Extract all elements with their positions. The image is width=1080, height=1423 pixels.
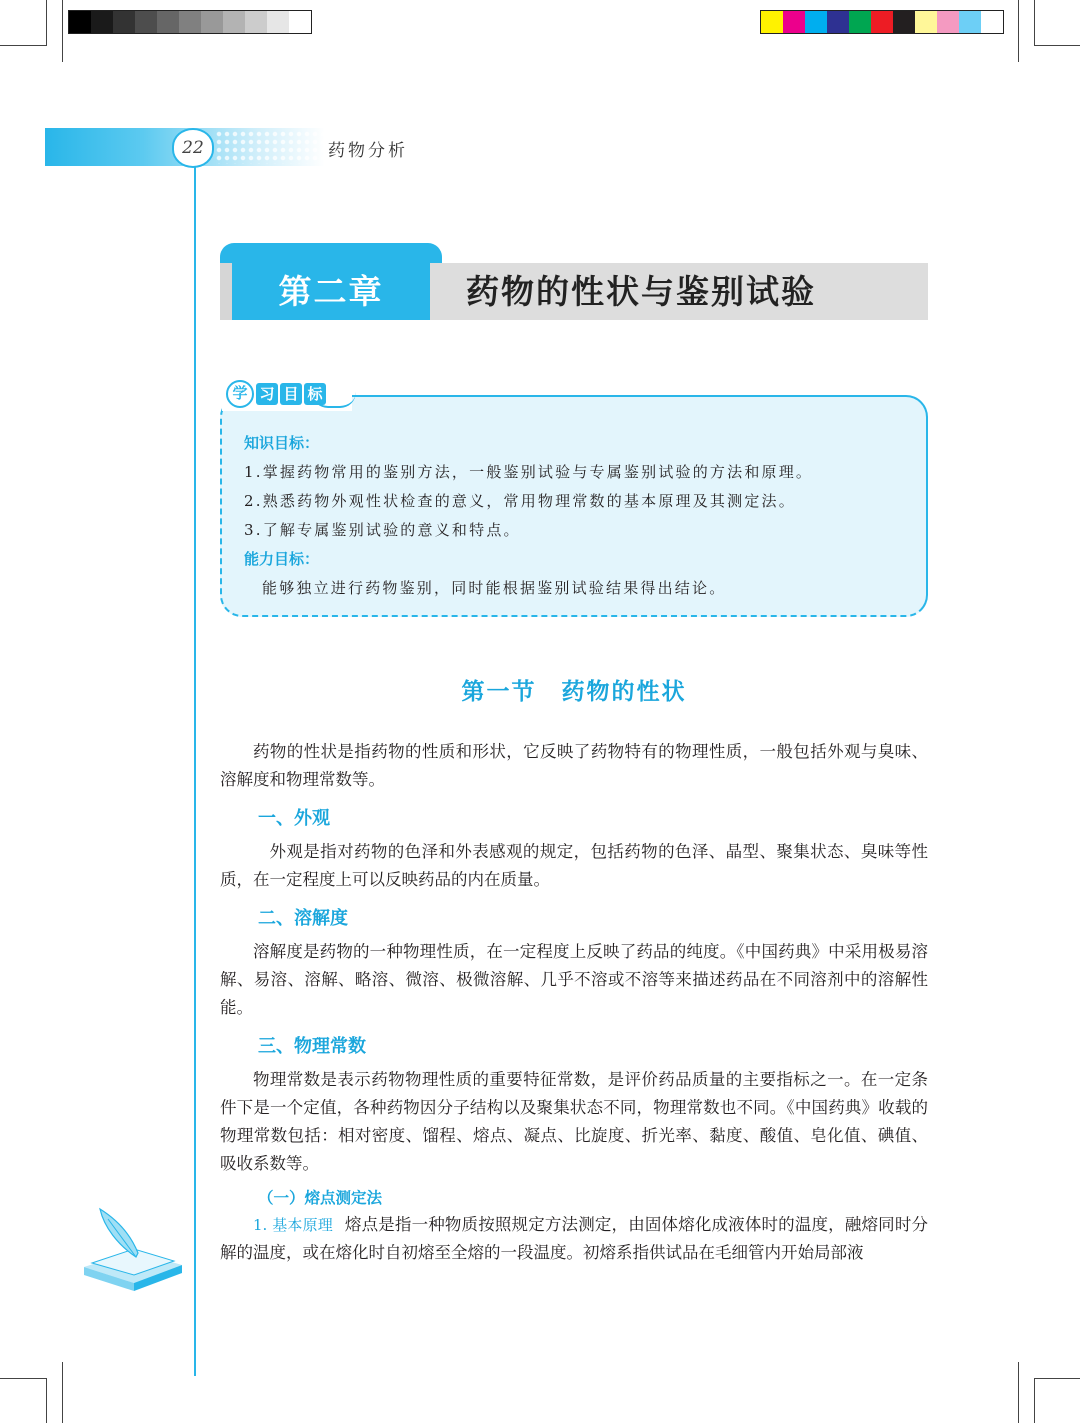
crop-mark (1034, 0, 1035, 46)
color-swatch (69, 11, 91, 33)
color-swatch (245, 11, 267, 33)
color-swatch (959, 11, 981, 33)
melting-point-paragraph (220, 1211, 928, 1267)
color-swatch (827, 11, 849, 33)
color-swatch (783, 11, 805, 33)
subsection-heading: 二、溶解度 (258, 908, 348, 929)
subsection-body (220, 938, 928, 1022)
objectives-badge-char: 目 (280, 383, 302, 405)
crop-mark (46, 0, 47, 46)
chapter-number: 第二章 (232, 263, 430, 320)
objectives-badge-char: 学 (226, 380, 254, 408)
crop-mark (46, 1378, 47, 1423)
color-swatch (805, 11, 827, 33)
color-swatch (937, 11, 959, 33)
book-quill-icon (78, 1205, 188, 1295)
crop-mark (1018, 1362, 1019, 1423)
header-dot-pattern (215, 130, 325, 164)
color-swatch (179, 11, 201, 33)
chapter-tab (220, 243, 442, 263)
knowledge-goal-item: 2.熟悉药物外观性状检查的意义，常用物理常数的基本原理及其测定法。 (244, 492, 796, 510)
melting-point-heading: （一）熔点测定法 (258, 1188, 383, 1207)
color-swatch (201, 11, 223, 33)
crop-mark (1034, 45, 1080, 46)
process-color-bar (760, 10, 1004, 34)
subsection-text: 物理常数是表示药物物理性质的重要特征常数，是评价药品质量的主要指标之一。在一定条件下是一个定值，各种药物因分子结构以及聚集状态不同，物理常数也不同。《中国药典》收载的物理常数包括：相对密度、馏程、熔点、凝点、比旋度、折光率、黏度、酸值、皂化值、碘值、吸收系数等。 (220, 1070, 928, 1173)
chapter-title: 药物的性状与鉴别试验 (466, 272, 816, 311)
melting-point-text: 熔点是指一种物质按照规定方法测定，由固体熔化成液体时的温度，融熔同时分解的温度，或在熔化时自初熔至全熔的一段温度。初熔系指供试品在毛细管内开始局部液 (220, 1215, 928, 1262)
page-number: 22 (172, 128, 214, 168)
knowledge-goals-label: 知识目标： (244, 434, 320, 452)
color-swatch (223, 11, 245, 33)
subsection-text: 外观是指对药物的色泽和外表感观的规定，包括药物的色泽、晶型、聚集状态、臭味等性质，在一定程度上可以反映药品的内在质量。 (220, 842, 928, 889)
color-swatch (981, 11, 1003, 33)
subsection-heading: 一、外观 (258, 808, 330, 829)
melting-point-body (220, 1211, 928, 1267)
crop-mark (0, 1378, 46, 1379)
principle-label: 1. 基本原理 (253, 1216, 333, 1234)
crop-mark (1018, 0, 1019, 62)
chapter-side-strip (220, 263, 232, 320)
section-intro (220, 738, 928, 794)
crop-mark (0, 45, 46, 46)
book-title: 药物分析 (328, 141, 408, 161)
subsection-body (220, 1066, 928, 1178)
crop-mark (62, 0, 63, 62)
subsection-text: 溶解度是药物的一种物理性质，在一定程度上反映了药品的纯度。《中国药典》中采用极易溶解、易溶、溶解、略溶、微溶、极微溶解、几乎不溶或不溶等来描述药品在不同溶剂中的溶解性能。 (220, 942, 928, 1017)
color-swatch (849, 11, 871, 33)
intro-text: 药物的性状是指药物的性质和形状，它反映了药物特有的物理性质，一般包括外观与臭味、溶解度和物理常数等。 (220, 742, 928, 789)
color-swatch (157, 11, 179, 33)
section-title: 第一节 药物的性状 (461, 678, 687, 705)
objectives-badge-char: 习 (256, 383, 278, 405)
color-swatch (893, 11, 915, 33)
color-swatch (91, 11, 113, 33)
color-swatch (267, 11, 289, 33)
color-swatch (871, 11, 893, 33)
ability-goal-text: 能够独立进行药物鉴别，同时能根据鉴别试验结果得出结论。 (262, 579, 727, 597)
ability-goals-label: 能力目标： (244, 550, 320, 568)
subsection-heading: 三、物理常数 (258, 1036, 366, 1057)
subsection-body (220, 838, 928, 894)
margin-rule (194, 166, 196, 1376)
knowledge-goal-item: 1.掌握药物常用的鉴别方法，一般鉴别试验与专属鉴别试验的方法和原理。 (244, 463, 814, 481)
knowledge-goal-item: 3.了解专属鉴别试验的意义和特点。 (244, 521, 521, 539)
crop-mark (1034, 1378, 1035, 1423)
color-swatch (915, 11, 937, 33)
color-swatch (135, 11, 157, 33)
color-swatch (761, 11, 783, 33)
crop-mark (1034, 1378, 1080, 1379)
gray-color-bar (68, 10, 312, 34)
objectives-badge (226, 380, 326, 408)
color-swatch (113, 11, 135, 33)
color-swatch (289, 11, 311, 33)
crop-mark (62, 1362, 63, 1423)
objectives-badge-char: 标 (304, 383, 326, 405)
